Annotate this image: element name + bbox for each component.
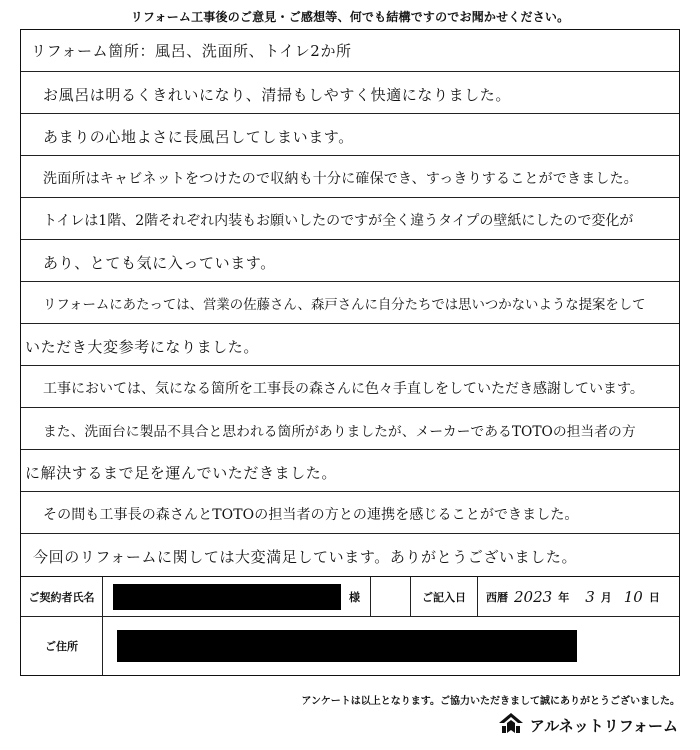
handwritten-text: その間も工事長の森さんとTOTOの担当者の方との連携を感じることができました。 bbox=[43, 507, 579, 523]
handwritten-text: 今回のリフォームに関しては大変満足しています。ありがとうございました。 bbox=[33, 548, 578, 566]
month-value: 3 bbox=[585, 587, 595, 606]
name-label: ご契約者氏名 bbox=[21, 577, 103, 617]
comment-line bbox=[21, 534, 679, 576]
comment-line bbox=[21, 240, 679, 282]
company-logo-icon bbox=[498, 712, 524, 738]
address-field[interactable] bbox=[103, 617, 679, 675]
handwritten-text: リフォームにあたっては、営業の佐藤さん、森戸さんに自分たちでは思いつかないような提案をして bbox=[43, 298, 646, 313]
comment-line bbox=[21, 198, 679, 240]
date-field[interactable] bbox=[478, 577, 679, 617]
era-label: 西暦 bbox=[486, 590, 508, 604]
handwritten-text: リフォーム箇所：風呂、洗面所、トイレ2か所 bbox=[31, 42, 352, 60]
comment-line bbox=[21, 324, 679, 366]
comment-line bbox=[21, 282, 679, 324]
day-unit: 日 bbox=[648, 590, 660, 604]
address-label: ご住所 bbox=[21, 617, 103, 675]
handwritten-text: に解決するまで足を運んでいただきました。 bbox=[25, 464, 338, 482]
redacted-name bbox=[113, 584, 341, 610]
handwritten-text: あまりの心地よさに長風呂してしまいます。 bbox=[43, 128, 354, 146]
handwritten-text: あり、とても気に入っています。 bbox=[43, 254, 276, 272]
footer-note: アンケートは以上となります。ご協力いただきまして誠にありがとうございました。 bbox=[301, 696, 680, 707]
comment-line bbox=[21, 156, 679, 198]
year-unit: 年 bbox=[558, 590, 570, 604]
handwritten-text: トイレは1階、2階それぞれ内装もお願いしたのですが全く違うタイプの壁紙にしたので変化が bbox=[43, 213, 634, 229]
month-unit: 月 bbox=[600, 590, 612, 604]
survey-form bbox=[20, 29, 680, 676]
handwritten-text: 洗面所はキャビネットをつけたので収納も十分に確保でき、すっきりすることができました。 bbox=[43, 171, 638, 187]
brand bbox=[498, 712, 678, 738]
date-label: ご記入日 bbox=[411, 577, 478, 617]
handwritten-text: 工事においては、気になる箇所を工事長の森さんに色々手直しをしていただき感謝しています。 bbox=[43, 381, 644, 397]
comment-line bbox=[21, 114, 679, 156]
honorific: 様 bbox=[349, 590, 360, 604]
handwritten-text: いただき大変参考になりました。 bbox=[25, 338, 260, 356]
handwritten-text: お風呂は明るくきれいになり、清掃もしやすく快適になりました。 bbox=[43, 86, 512, 104]
comment-line bbox=[21, 30, 679, 72]
form-header: リフォーム工事後のご意見・ご感想等、何でも結構ですのでお聞かせください。 bbox=[130, 10, 570, 24]
year-value: 2023 bbox=[514, 587, 553, 606]
comment-line bbox=[21, 366, 679, 408]
comment-line bbox=[21, 450, 679, 492]
handwritten-text: また、洗面台に製品不具合と思われる箇所がありましたが、メーカーであるTOTOの担当者の方 bbox=[43, 424, 636, 440]
day-value: 10 bbox=[623, 587, 643, 606]
redacted-address bbox=[117, 630, 577, 662]
comment-line bbox=[21, 72, 679, 114]
name-field[interactable] bbox=[103, 577, 371, 617]
brand-name: アルネットリフォーム bbox=[529, 716, 678, 735]
comment-line bbox=[21, 408, 679, 450]
contract-info-row bbox=[21, 576, 679, 617]
address-row bbox=[21, 617, 679, 675]
comment-line bbox=[21, 492, 679, 534]
